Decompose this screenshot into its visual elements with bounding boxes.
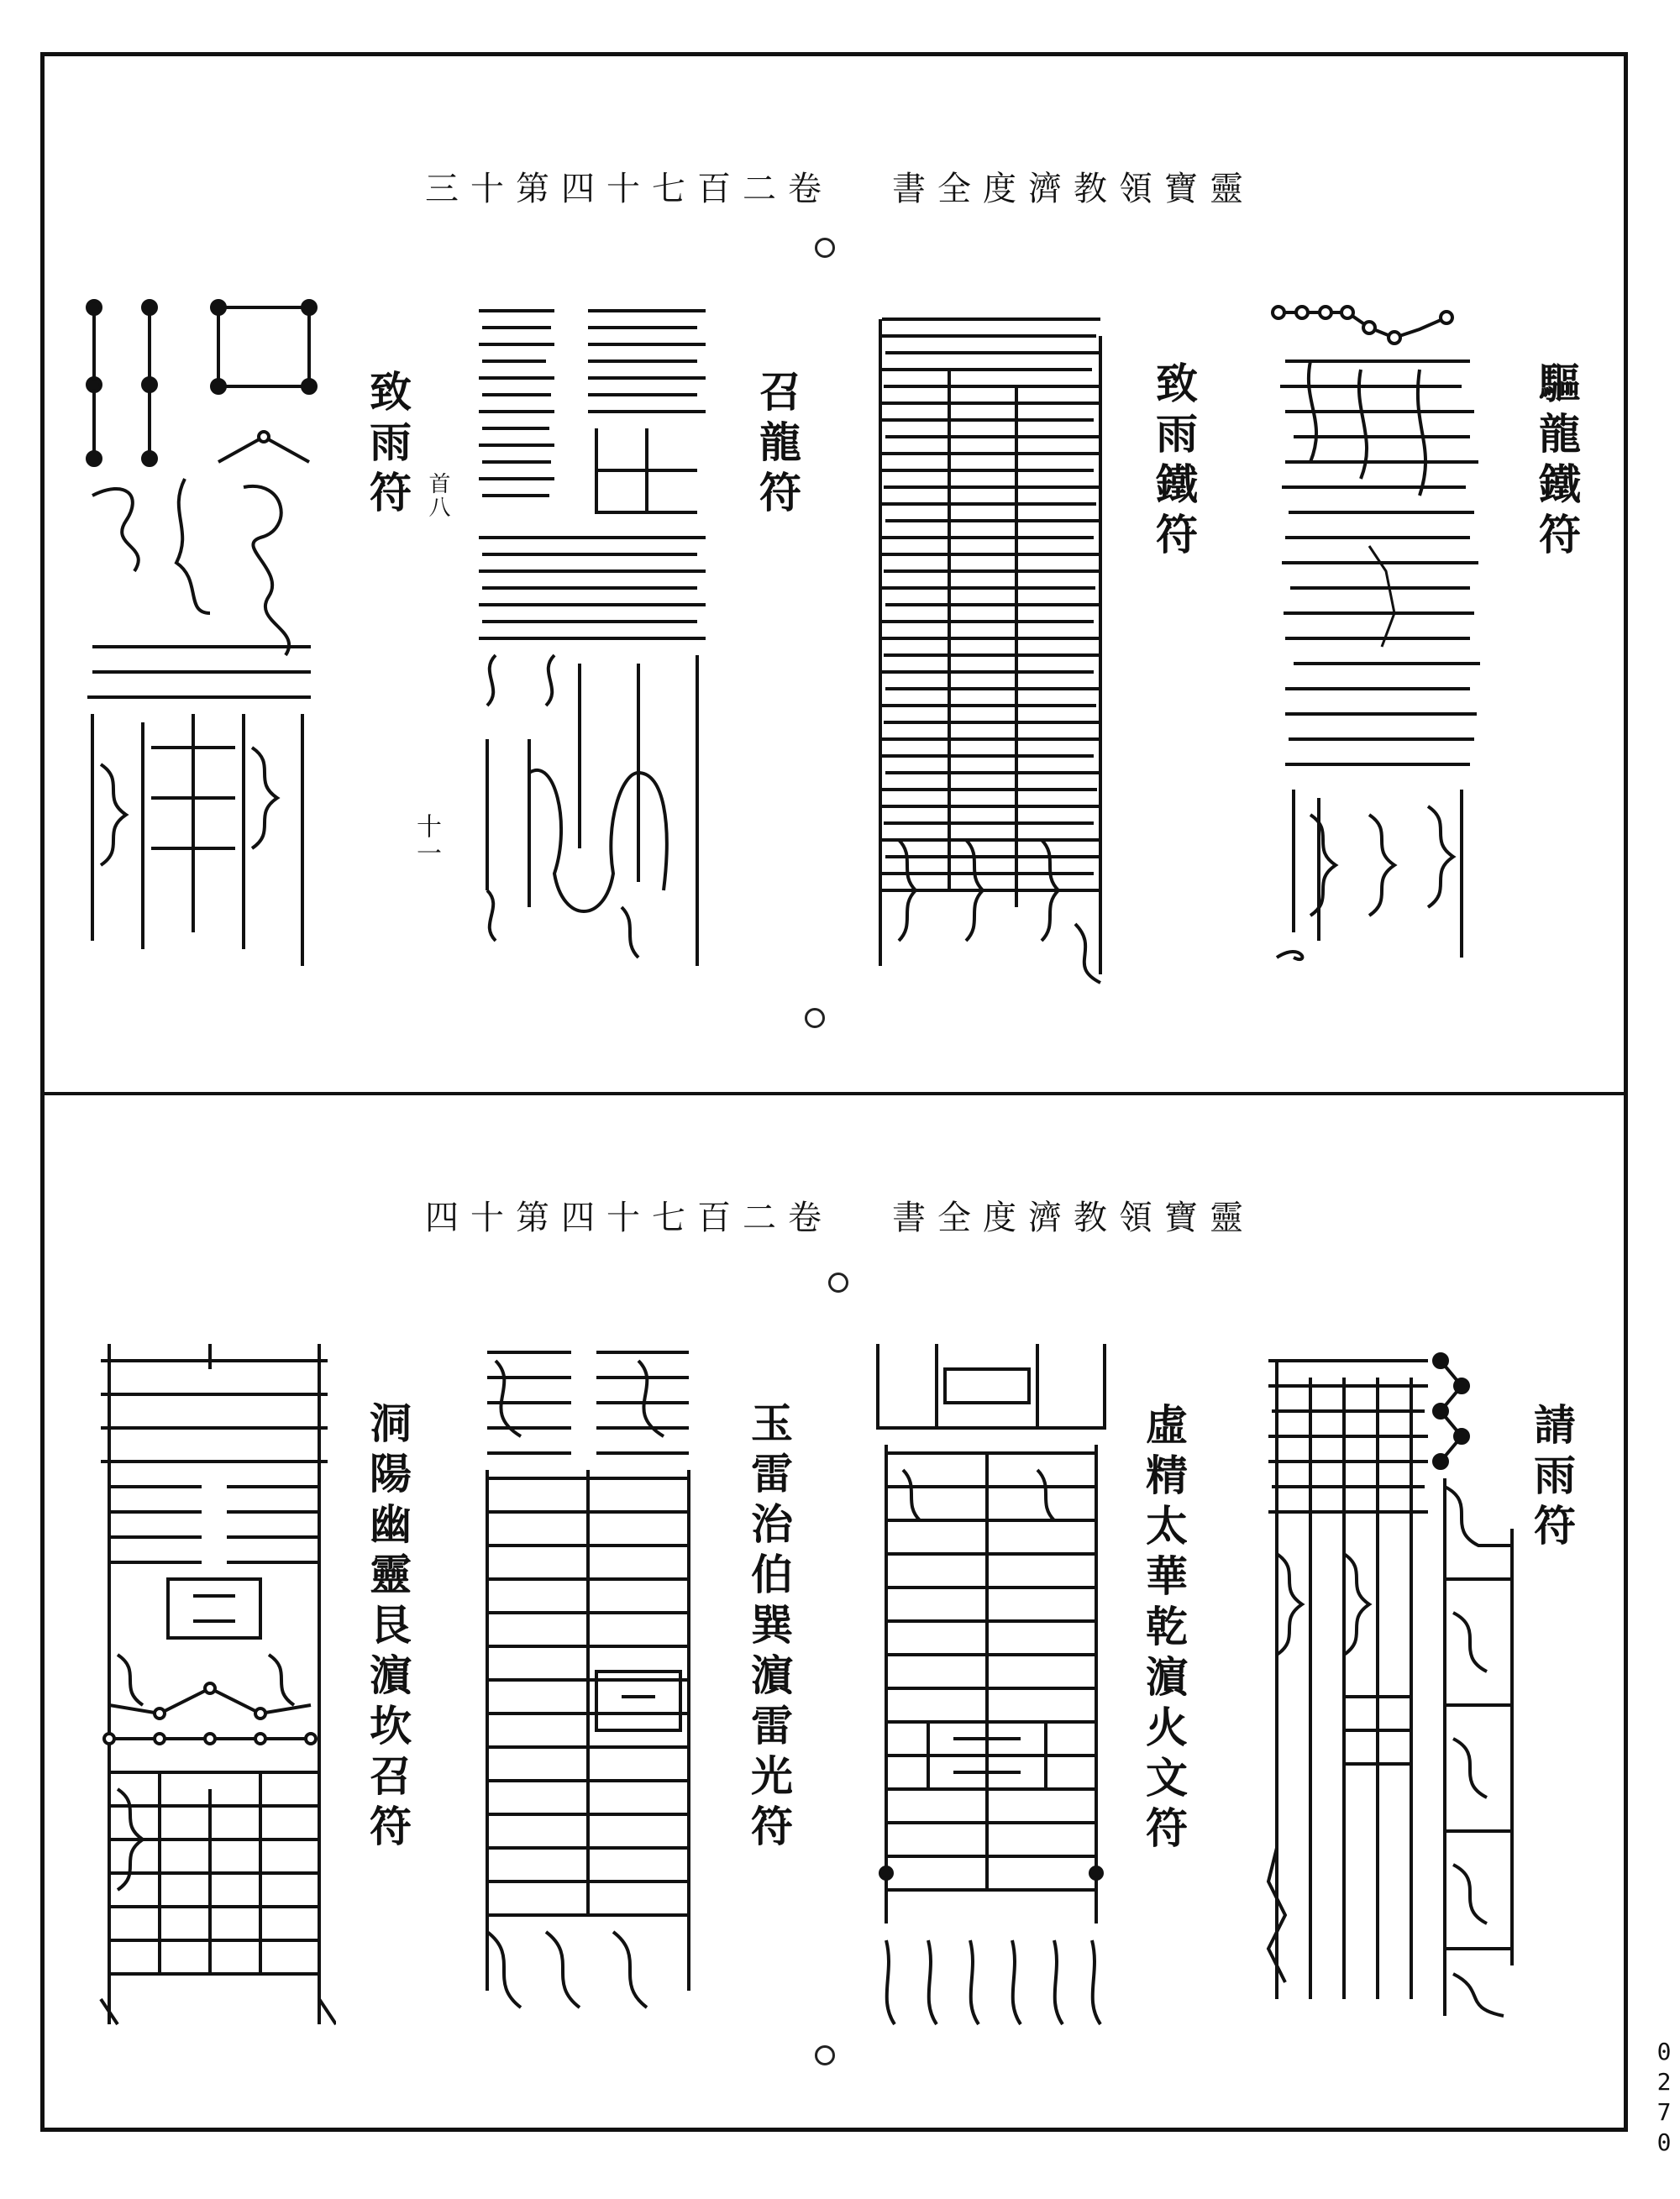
talisman-title-dongyang-youling: 洞陽幽靈艮濵坎召符 bbox=[363, 1401, 412, 1855]
bottom-header-book-title: 書全度濟教領寶靈 bbox=[892, 1199, 1255, 1237]
talisman-title-qingyu: 請雨符 bbox=[1527, 1403, 1577, 1554]
page-number: 0270 bbox=[1656, 2038, 1672, 2156]
top-header-volume: 三十第四十七百二卷 bbox=[425, 170, 833, 208]
registration-circle bbox=[828, 1273, 848, 1293]
registration-circle bbox=[805, 1008, 825, 1028]
talisman-title-xujing-taihua: 虛精太華乾濵火文符 bbox=[1139, 1403, 1189, 1856]
talisman-glyph-qulong-tie bbox=[1260, 294, 1504, 974]
talisman-title-yulei-zhibo: 玉雷治伯巽濵雷光符 bbox=[744, 1401, 794, 1855]
top-header-book-title: 書全度濟教領寶靈 bbox=[892, 170, 1255, 208]
talisman-glyph-zhaolong bbox=[470, 302, 714, 966]
talisman-glyph-yulei-zhibo bbox=[470, 1336, 706, 2033]
talisman-title-zhiyu: 致雨符 bbox=[363, 370, 412, 521]
talisman-glyph-zhiyu bbox=[76, 294, 319, 974]
talisman-title-qulong-tie: 驅龍鐵符 bbox=[1532, 361, 1582, 563]
talisman-glyph-zhiyu-tie bbox=[874, 302, 1109, 991]
registration-circle bbox=[815, 2045, 835, 2065]
top-panel-header bbox=[0, 162, 1680, 210]
numeral-note: 十一 bbox=[412, 813, 441, 867]
registration-circle bbox=[815, 238, 835, 258]
talisman-glyph-qingyu bbox=[1260, 1344, 1520, 2024]
page-reference-note: 首八 bbox=[425, 472, 450, 519]
bottom-panel-header bbox=[0, 1191, 1680, 1239]
talisman-glyph-xujing-taihua bbox=[869, 1336, 1113, 2033]
bottom-header-volume: 四十第四十七百二卷 bbox=[425, 1199, 833, 1237]
talisman-title-zhiyu-tie: 致雨鐵符 bbox=[1149, 361, 1199, 563]
panel-divider bbox=[40, 1092, 1628, 1095]
talisman-title-zhaolong: 召龍符 bbox=[753, 370, 802, 521]
talisman-glyph-dongyang-youling bbox=[92, 1336, 336, 2033]
